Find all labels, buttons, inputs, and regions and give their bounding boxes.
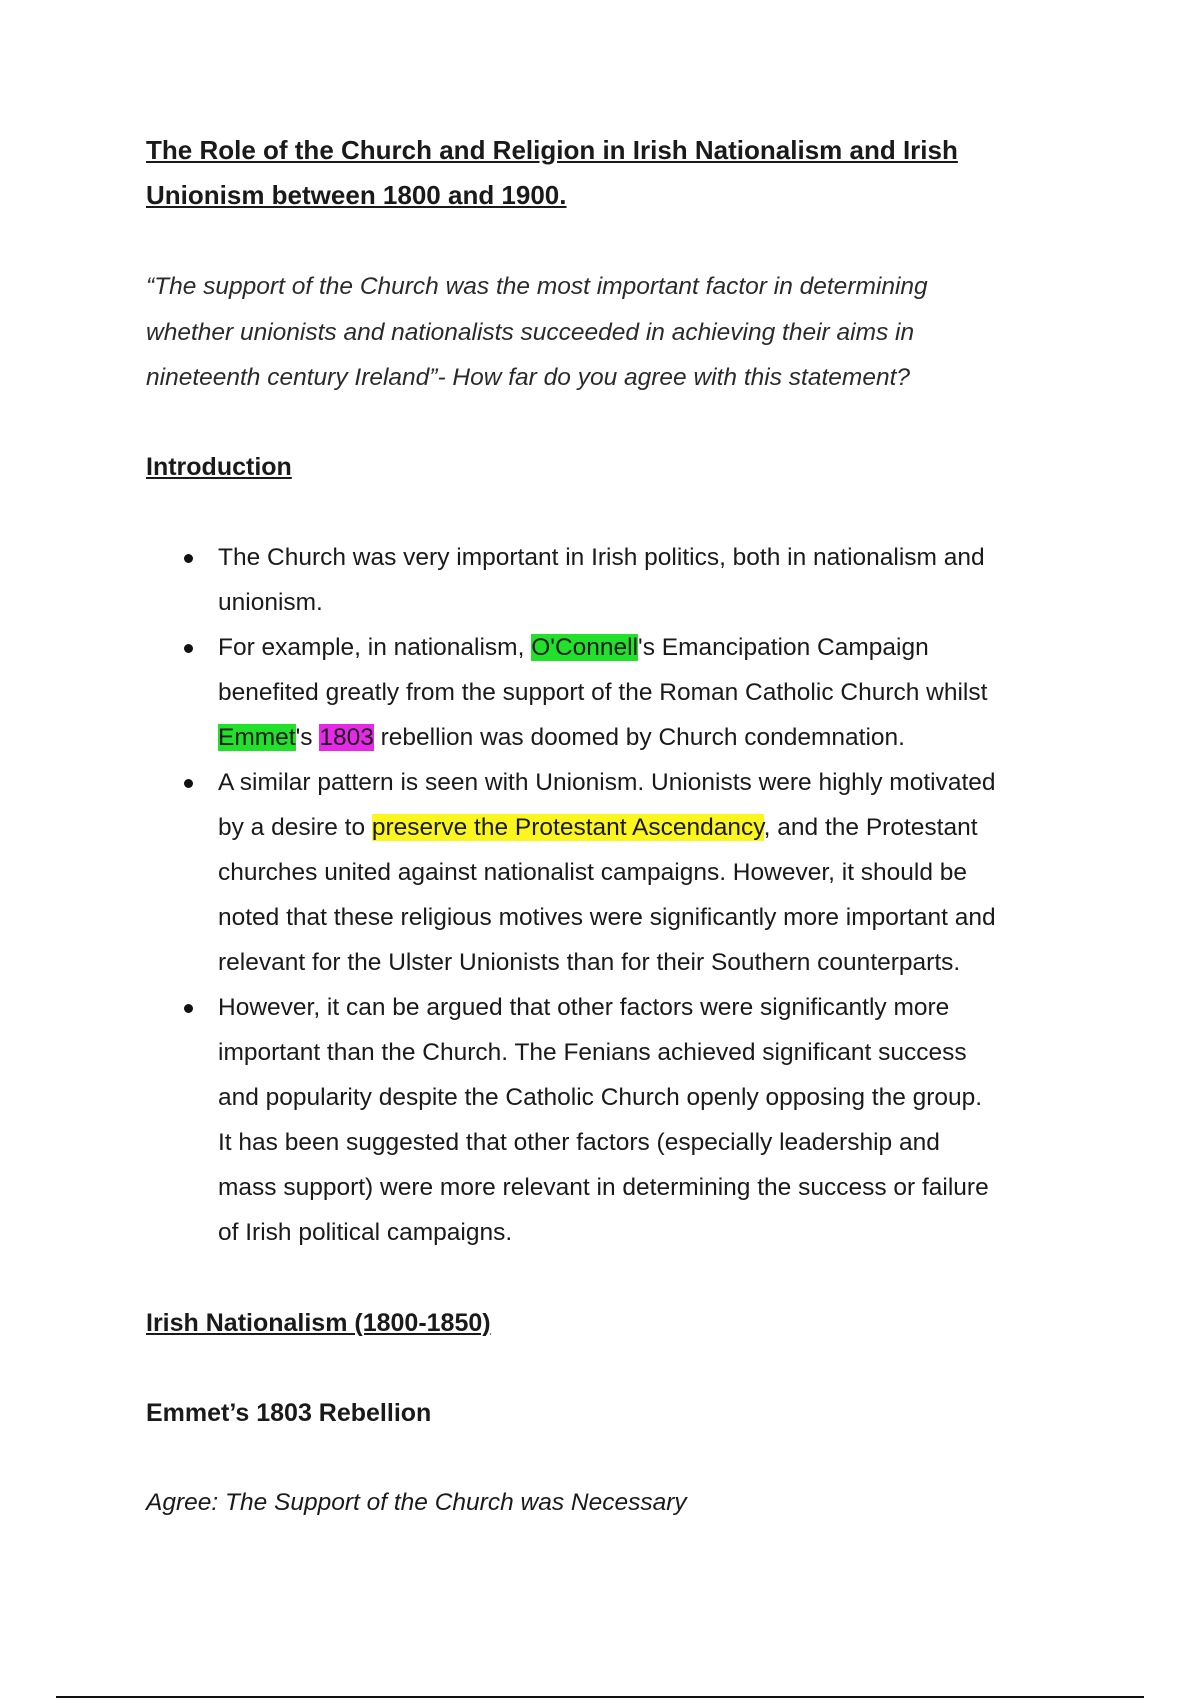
- bullet-item: [146, 625, 1066, 760]
- text-run: 's Emancipation Campaign: [638, 633, 929, 661]
- bullet-item: [146, 535, 1066, 625]
- subsection-heading-emmet-rebellion: Emmet’s 1803 Rebellion: [146, 1398, 432, 1427]
- text-run: For example, in nationalism,: [218, 633, 532, 661]
- essay-question-line: “The support of the Church was the most important factor in determining: [146, 273, 928, 300]
- text-run: , and the Protestant: [763, 813, 978, 841]
- section-heading-irish-nationalism: Irish Nationalism (1800-1850): [146, 1308, 491, 1337]
- highlight-emmet: Emmet: [218, 723, 296, 751]
- bullet-line: [218, 715, 1066, 760]
- bullet-line: noted that these religious motives were significantly more important and: [218, 903, 996, 931]
- essay-question: [146, 264, 1066, 401]
- bullet-line: churches united against nationalist campaigns. However, it should be: [218, 858, 968, 886]
- bullet-line: [218, 805, 1066, 850]
- introduction-heading: Introduction: [146, 452, 292, 481]
- bullet-item: [146, 985, 1066, 1255]
- bullet-line: It has been suggested that other factors (especially leadership and: [218, 1128, 940, 1156]
- bullet-dot-icon: [184, 779, 193, 788]
- bullet-line: mass support) were more relevant in determining the success or failure: [218, 1173, 989, 1201]
- document-page: [146, 128, 1066, 1523]
- bullet-line: A similar pattern is seen with Unionism. Unionists were highly motivated: [218, 768, 996, 796]
- document-title-line: The Role of the Church and Religion in Irish Nationalism and Irish: [146, 135, 958, 165]
- agree-heading: Agree: The Support of the Church was Necessary: [146, 1488, 687, 1516]
- document-title: [146, 128, 1066, 218]
- bullet-dot-icon: [184, 1004, 193, 1013]
- highlight-oconnell: O'Connell: [531, 633, 639, 661]
- text-run: 's: [295, 723, 320, 751]
- bullet-item: [146, 760, 1066, 985]
- essay-question-line: whether unionists and nationalists succeeded in achieving their aims in: [146, 318, 915, 346]
- text-run: by a desire to: [218, 813, 372, 841]
- bullet-line: relevant for the Ulster Unionists than for their Southern counterparts.: [218, 948, 961, 976]
- document-title-line: Unionism between 1800 and 1900.: [146, 180, 567, 210]
- bullet-line: benefited greatly from the support of the Roman Catholic Church whilst: [218, 678, 988, 706]
- bullet-line: The Church was very important in Irish politics, both in nationalism and: [218, 543, 985, 571]
- bullet-line: [218, 625, 1066, 670]
- highlight-protestant-ascendancy: preserve the Protestant Ascendancy: [371, 813, 764, 841]
- bullet-line: However, it can be argued that other factors were significantly more: [218, 993, 950, 1021]
- bullet-dot-icon: [184, 644, 193, 653]
- introduction-bullet-list: [146, 535, 1066, 1255]
- bullet-dot-icon: [184, 554, 193, 563]
- bullet-line: and popularity despite the Catholic Church openly opposing the group.: [218, 1083, 983, 1111]
- highlight-1803: 1803: [319, 723, 374, 751]
- essay-question-line: nineteenth century Ireland”- How far do you agree with this statement?: [146, 364, 910, 391]
- text-run: rebellion was doomed by Church condemnation.: [373, 723, 905, 751]
- bullet-line: unionism.: [218, 588, 323, 616]
- page-bottom-divider: [56, 1696, 1144, 1698]
- bullet-line: of Irish political campaigns.: [218, 1218, 513, 1246]
- bullet-line: important than the Church. The Fenians achieved significant success: [218, 1038, 967, 1066]
